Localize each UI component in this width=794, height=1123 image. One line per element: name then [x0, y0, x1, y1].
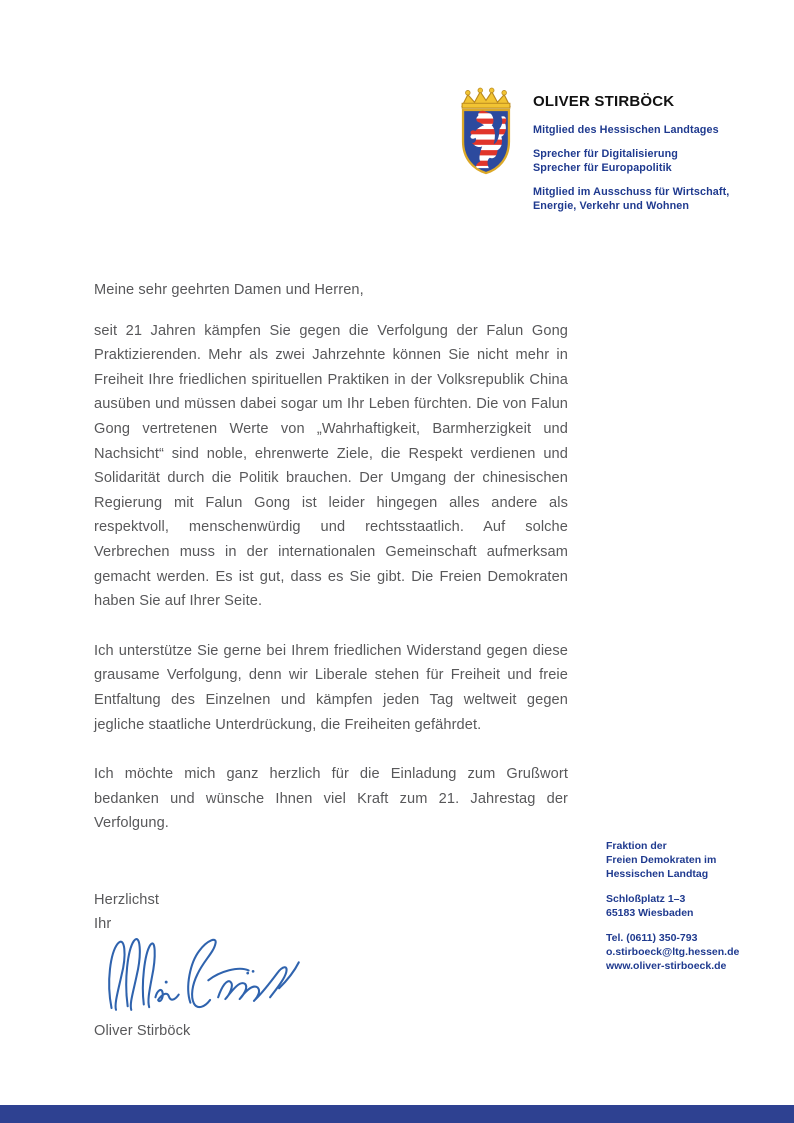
handwritten-signature-icon [94, 931, 319, 1017]
paragraph: seit 21 Jahren kämpfen Sie gegen die Verfolgung der Falun Gong Praktizierenden. Mehr als zwei Jahrzehnte können Sie nicht mehr in Freiheit Ihre friedlichen spirituellen Praktiken in der Volksrepublik China ausüben und müssen dabei sogar um Ihr Leben fürchten. Die von Falun Gong vertretenen Werte von „Wahrhaftigkeit, Barmherzigkeit und Nachsicht“ sind noble, ehrenwerte Ziele, die Respekt verdienen und Solidarität durch die Politik brauchen. Der Umgang der chinesischen Regierung mit Falun Gong ist leider hingegen alles andere als respektvoll, menschenwürdig und rechtsstaatlich. Auf solche Verbrechen muss in der internationalen Gemeinschaft aufmerksam gemacht werden. Es ist gut, dass es Sie gibt. Die Freien Demokraten haben Sie auf Ihrer Seite. [94, 322, 568, 610]
faction-line: Freien Demokraten im [606, 854, 717, 866]
faction-line: Hessischen Landtag [606, 868, 709, 880]
address-line: 65183 Wiesbaden [606, 907, 694, 919]
closing-line: Ihr [94, 916, 112, 933]
membership-line: Mitglied des Hessischen Landtages [533, 124, 719, 136]
signature [94, 931, 568, 1017]
letterhead [449, 87, 773, 223]
closing-line: Herzlichst [94, 891, 160, 908]
committee-line: Energie, Verkehr und Wohnen [533, 200, 690, 212]
footer-bar [0, 1105, 794, 1123]
phone-line: Tel. (0611) 350-793 [606, 932, 698, 944]
email-line: o.stirboeck@ltg.hessen.de [606, 946, 740, 958]
footer-contact-block [606, 839, 776, 984]
letterhead-text [533, 87, 773, 223]
signer-name: Oliver Stirböck [94, 1023, 191, 1040]
website-line: www.oliver-stirboeck.de [606, 960, 727, 972]
role-line: Sprecher für Digitalisierung [533, 148, 678, 160]
letter-body [94, 278, 568, 1044]
committee-line: Mitglied im Ausschuss für Wirtschaft, [533, 186, 730, 198]
faction-line: Fraktion der [606, 840, 667, 852]
address-line: Schloßplatz 1–3 [606, 893, 686, 905]
hessen-crest-icon [449, 87, 523, 175]
paragraph: Ich möchte mich ganz herzlich für die Einladung zum Grußwort bedanken und wünsche Ihnen viel Kraft zum 21. Jahrestag der Verfolgung. [94, 766, 568, 832]
salutation: Meine sehr geehrten Damen und Herren, [94, 282, 364, 298]
sender-name: OLIVER STIRBÖCK [533, 93, 675, 110]
role-line: Sprecher für Europapolitik [533, 162, 672, 174]
paragraph: Ich unterstütze Sie gerne bei Ihrem friedlichen Widerstand gegen diese grausame Verfolgung, denn wir Liberale stehen für Freiheit und freie Entfaltung des Einzelnen und kämpfen jeden Tag weltweit gegen jegliche staatliche Unterdrückung, die Freiheiten gefährdet. [94, 642, 568, 733]
